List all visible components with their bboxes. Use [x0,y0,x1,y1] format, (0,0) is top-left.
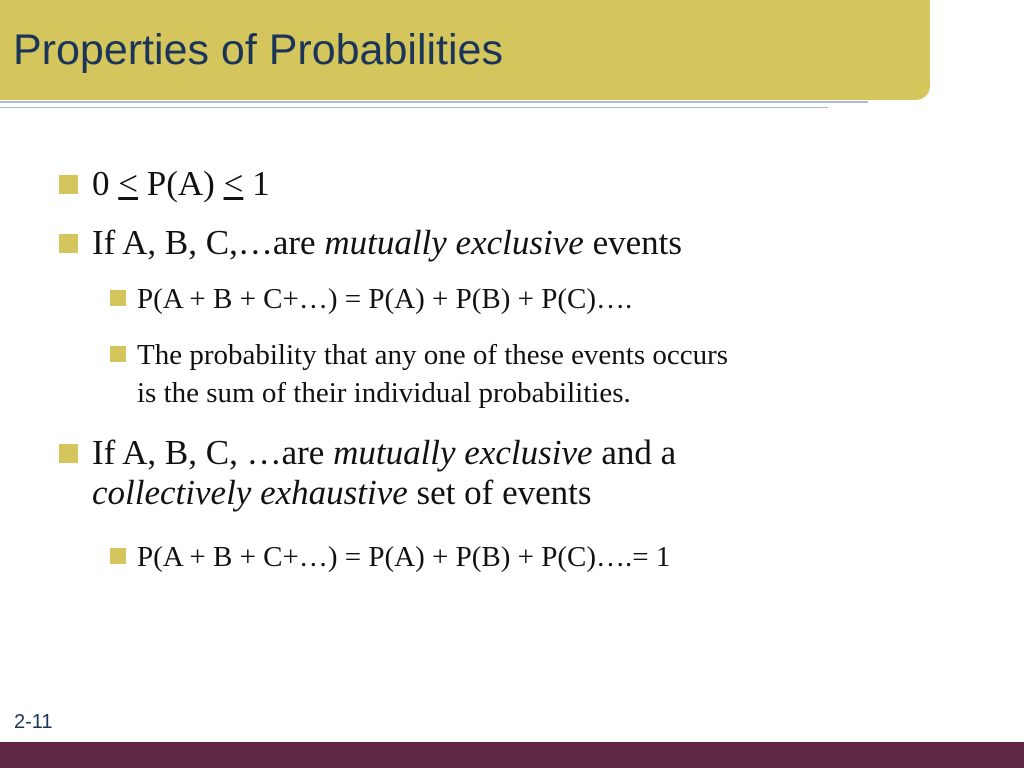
sub-bullet-text-line2: is the sum of their individual probabilities. [137,377,631,409]
footer-bar [0,742,1024,768]
sub-bullet-text-line1: The probability that any one of these events occurs [137,339,729,371]
bullet-collectively-exhaustive [92,433,676,513]
less-equal-sign: < [118,164,138,203]
bullet-text-mid: and a [592,433,677,472]
text-zero: 0 [92,164,119,203]
sub-bullet-sum-formula [137,280,632,318]
sub-bullet-square-icon [110,290,126,306]
title-divider-thin [0,107,828,108]
text-pa: P(A) [138,164,224,203]
bullet-text-italic: collectively exhaustive [92,473,408,512]
bullet-text-suffix: set of events [407,473,592,512]
bullet-text-italic: mutually exclusive [324,223,584,262]
less-equal-sign: < [223,164,244,203]
bullet-text-prefix: If A, B, C,…are [92,223,325,262]
text-one: 1 [243,164,270,203]
bullet-text-suffix: events [583,223,682,262]
sub-bullet-square-icon [110,346,126,362]
sub-bullet-text: P(A + B + C+…) = P(A) + P(B) + P(C)….= 1 [137,541,671,573]
bullet-square-icon [59,234,78,253]
bullet-square-icon [59,444,78,463]
sub-bullet-text: P(A + B + C+…) = P(A) + P(B) + P(C)…. [137,283,633,315]
bullet-probability-range [92,164,270,204]
bullet-mutually-exclusive [92,223,682,263]
title-divider-thick [0,101,868,103]
bullet-text-italic: mutually exclusive [333,433,593,472]
slide-number: 2-11 [14,711,53,733]
bullet-text-prefix: If A, B, C, …are [92,433,334,472]
sub-bullet-square-icon [110,548,126,564]
sub-bullet-explanation [137,336,728,412]
slide-title: Properties of Probabilities [13,26,503,74]
bullet-square-icon [59,175,78,194]
sub-bullet-sum-equals-one [137,538,670,576]
